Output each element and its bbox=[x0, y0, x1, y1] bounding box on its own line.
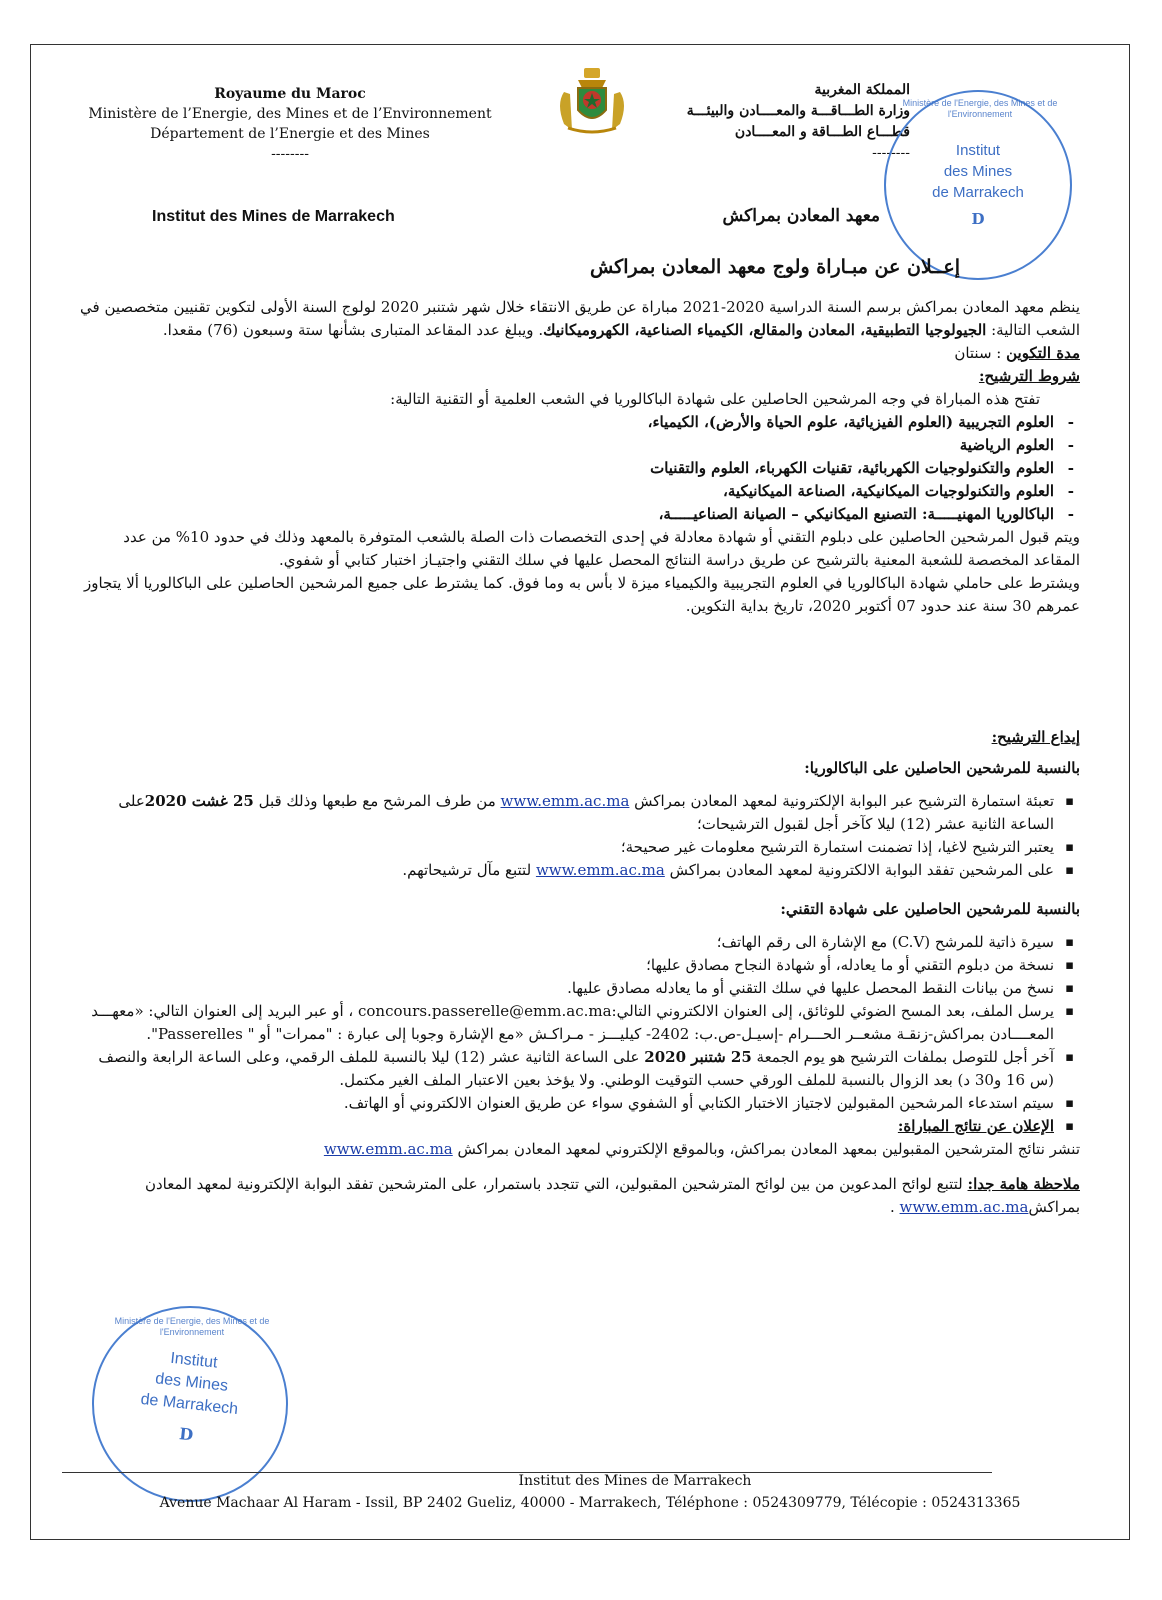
conditions-lead: تفتح هذه المباراة في وجه المرشحين الحاصلين على شهادة الباكالوريا في الشعب العلمية أو التقنية التالية: bbox=[390, 390, 1040, 408]
results-text: تنشر نتائج المترشحين المقبولين بمعهد المعادن بمراكش، وبالموقع الإلكتروني لمعهد المعادن بمراكش bbox=[452, 1140, 1080, 1158]
list-item: - العلوم والتكنولوجيات الميكانيكية، الصناعة الميكانيكية، bbox=[76, 480, 1080, 503]
item-text: على الساعة الثانية عشر (12) ليلا كآخر أجل لقبول الترشيحات؛ bbox=[118, 792, 1054, 833]
item-text: لتتبع مآل ترشيحاتهم. bbox=[402, 861, 536, 879]
item-text: تعبئة استمارة الترشيح عبر البوابة الإلكترونية لمعهد المعادن بمراكش bbox=[629, 792, 1054, 810]
stamp-line-institut: Institut bbox=[169, 1349, 219, 1372]
institute-name-ar: معهد المعادن بمراكش bbox=[722, 206, 880, 226]
stamp-line-des-mines: des Mines bbox=[943, 163, 1013, 180]
stamp-letter: D bbox=[178, 1424, 195, 1445]
item-text: آخر أجل للتوصل بملفات الترشيح هو يوم الجمعة bbox=[751, 1048, 1054, 1066]
technician-list bbox=[76, 931, 1080, 1138]
deposit-heading: إيداع الترشيح: bbox=[991, 728, 1080, 746]
stamp-line-des-mines: des Mines bbox=[154, 1370, 229, 1395]
stamp-line-institut: Institut bbox=[955, 142, 1001, 159]
website-link[interactable]: www.emm.ac.ma bbox=[323, 1140, 453, 1158]
intro-section bbox=[76, 296, 1080, 618]
institute-name-fr: Institut des Mines de Marrakech bbox=[152, 208, 395, 225]
duration-value: : سنتان bbox=[954, 344, 1007, 362]
page-title: إعــلان عن مبـاراة ولوج معهد المعادن بمراكش bbox=[589, 256, 960, 278]
coat-of-arms-icon bbox=[550, 64, 634, 136]
stamp-letter: D bbox=[971, 210, 985, 228]
country-fr: Royaume du Maroc bbox=[214, 86, 366, 102]
department-fr: Département de l’Energie et des Mines bbox=[150, 126, 430, 142]
department-ar: قطـــاع الطـــاقة و المعــــادن bbox=[734, 124, 910, 140]
stamp-line-marrakech: de Marrakech bbox=[932, 184, 1024, 201]
list-item: - العلوم والتكنولوجيات الكهربائية، تقنيات الكهرباء، العلوم والتقنيات bbox=[76, 457, 1080, 480]
results-heading: ▪ الإعلان عن نتائج المباراة: bbox=[76, 1115, 1080, 1138]
note-paragraph bbox=[76, 1173, 1080, 1219]
official-stamp-top bbox=[884, 90, 1072, 280]
footer bbox=[60, 1470, 1120, 1514]
duration-line bbox=[76, 342, 1080, 365]
list-item: - الباكالوريا المهنيـــــة: التصنيع الميكانيكي – الصيانة الصناعيـــــة، bbox=[76, 503, 1080, 526]
list-item bbox=[76, 1046, 1080, 1092]
bac-heading: بالنسبة للمرشحين الحاصلين على الباكالوريا: bbox=[804, 759, 1080, 777]
list-item: - العلوم الرياضية bbox=[76, 434, 1080, 457]
list-item: ▪ يرسل الملف، بعد المسح الضوئي للوثائق، إلى العنوان الالكتروني التالي:concours.passerelle@emm.ac.ma ، أو عبر البريد إلى العنوان التالي: «معهـــد المعــــادن بمراكش-زنقـة مشعــر الحـــرام -إسيـل-ص.ب: 2402- كيليـــز - مـراكـش «مع الإشارة وجوبا إلى عبارة : "ممرات" أو " Passerelles". bbox=[76, 1000, 1080, 1046]
item-text: على المرشحين تفقد البوابة الالكترونية لمعهد المعادن بمراكش bbox=[664, 861, 1054, 879]
deadline-date: 25 غشت 2020 bbox=[144, 792, 254, 810]
ministry-ar: وزارة الطـــاقـــة والمعــــادن والبيئـــة bbox=[686, 103, 910, 119]
bac-list bbox=[76, 790, 1080, 882]
deposit-section bbox=[76, 726, 1080, 1219]
list-item bbox=[76, 859, 1080, 882]
ministry-fr: Ministère de l’Energie, des Mines et de l’Environnement bbox=[88, 106, 492, 122]
website-link[interactable]: www.emm.ac.ma bbox=[535, 861, 665, 879]
header-arabic bbox=[640, 80, 910, 164]
age-condition-paragraph: ويشترط على حاملي شهادة الباكالوريا في العلوم التجريبية والكيمياء ميزة لا بأس به وما فوق. كما يشترط على جميع المرشحين الحاصلين على الباكالوريا ألا يتجاوز عمرهم 30 سنة عند حدود 07 أكتوبر 2020، تاريخ بداية التكوين. bbox=[83, 574, 1080, 615]
results-paragraph bbox=[76, 1138, 1080, 1161]
note-label: ملاحظة هامة جدا: bbox=[967, 1175, 1080, 1193]
note-text: لتتبع لوائح المدعوين من بين لوائح المترشحين المقبولين، التي تتجدد باستمرار، على المترشحين تفقد البوابة الإلكترونية لمعهد المعادن بمراكش bbox=[144, 1175, 1080, 1216]
list-item: ▪ نسخ من بيانات النقط المحصل عليها في سلك التقني أو ما يعادله مصادق عليها. bbox=[76, 977, 1080, 1000]
website-link[interactable]: www.emm.ac.ma bbox=[500, 792, 630, 810]
list-item bbox=[76, 790, 1080, 836]
duration-label: مدة التكوين bbox=[1006, 344, 1080, 362]
list-item bbox=[76, 836, 1080, 859]
footer-institute: Institut des Mines de Marrakech bbox=[518, 1473, 752, 1489]
item-text: يعتبر الترشيح لاغيا، إذا تضمنت استمارة الترشيح معلومات غير صحيحة؛ bbox=[620, 838, 1054, 856]
separator-ar: -------- bbox=[872, 145, 910, 161]
note-end: . bbox=[890, 1198, 900, 1216]
stamp-ring-text: Ministère de l'Energie, des Mines et de l'Environnement bbox=[902, 98, 1058, 119]
list-item: ▪ سيتم استدعاء المرشحين المقبولين لاجتياز الاختبار الكتابي أو الشفوي سواء عن طريق العنوان الالكتروني أو الهاتف. bbox=[76, 1092, 1080, 1115]
stamp-line-marrakech: de Marrakech bbox=[139, 1390, 239, 1419]
intro-text: ينظم معهد المعادن بمراكش برسم السنة الدراسية 2020-2021 مباراة عن طريق الانتقاء خلال شهر شتنبر 2020 لولوج السنة الأولى لتكوين تقنيين متخصصين في الشعب التالية: bbox=[80, 298, 1080, 339]
item-text: على الساعة الثانية عشر (12) ليلا بالنسبة للملف الرقمي، وعلى الساعة الرابعة والنصف (س 16 و30 د) بعد الزوال بالنسبة للملف الورقي حسب التوقيت الوطني. ولا يؤخذ بعين الاعتبار الملف الغير مكتمل. bbox=[98, 1048, 1054, 1089]
header-french bbox=[70, 84, 510, 164]
technician-admission-paragraph: ويتم قبول المرشحين الحاصلين على دبلوم التقني أو شهادة معادلة في إحدى التخصصات ذات الصلة بالشعب المتوفرة بالمعهد وذلك في حدود 10% من عدد المقاعد المخصصة للشعبة المعنية بالترشيح عن طريق دراسة النتائج المحصل عليها في سلك التقني واجتيـاز اختبار كتابي أو شفوي. bbox=[123, 528, 1080, 569]
website-link[interactable]: www.emm.ac.ma bbox=[899, 1198, 1029, 1216]
intro-programs: الجيولوجيا التطبيقية، المعادن والمقالع، الكيمياء الصناعية، الكهروميكانيك bbox=[543, 321, 987, 339]
country-ar: المملكة المغربية bbox=[814, 82, 910, 98]
intro-seats: . ويبلغ عدد المقاعد المتبارى بشأنها ستة وسبعون (76) مقعدا. bbox=[162, 321, 544, 339]
conditions-heading: شروط الترشيح: bbox=[978, 367, 1080, 385]
list-item: - العلوم التجريبية (العلوم الفيزيائية، علوم الحياة والأرض)، الكيمياء، bbox=[76, 411, 1080, 434]
stamp-ring-text: Ministère de l'Energie, des Mines et de l'Environnement bbox=[114, 1316, 270, 1337]
list-item: ▪ سيرة ذاتية للمرشح (C.V) مع الإشارة الى رقم الهاتف؛ bbox=[76, 931, 1080, 954]
list-item: ▪ نسخة من دبلوم التقني أو ما يعادله، أو شهادة النجاح مصادق عليها؛ bbox=[76, 954, 1080, 977]
item-text: من طرف المرشح مع طبعها وذلك قبل bbox=[253, 792, 501, 810]
conditions-list bbox=[76, 411, 1080, 526]
deadline-date: 25 شتنبر 2020 bbox=[644, 1048, 752, 1066]
technician-heading: بالنسبة للمرشحين الحاصلين على شهادة التقني: bbox=[780, 900, 1080, 918]
intro-paragraph bbox=[76, 296, 1080, 342]
separator-fr: -------- bbox=[271, 146, 309, 162]
footer-address: Avenue Machaar Al Haram - Issil, BP 2402 Gueliz, 40000 - Marrakech, Téléphone : 0524309779, Télécopie : 0524313365 bbox=[159, 1495, 1021, 1511]
